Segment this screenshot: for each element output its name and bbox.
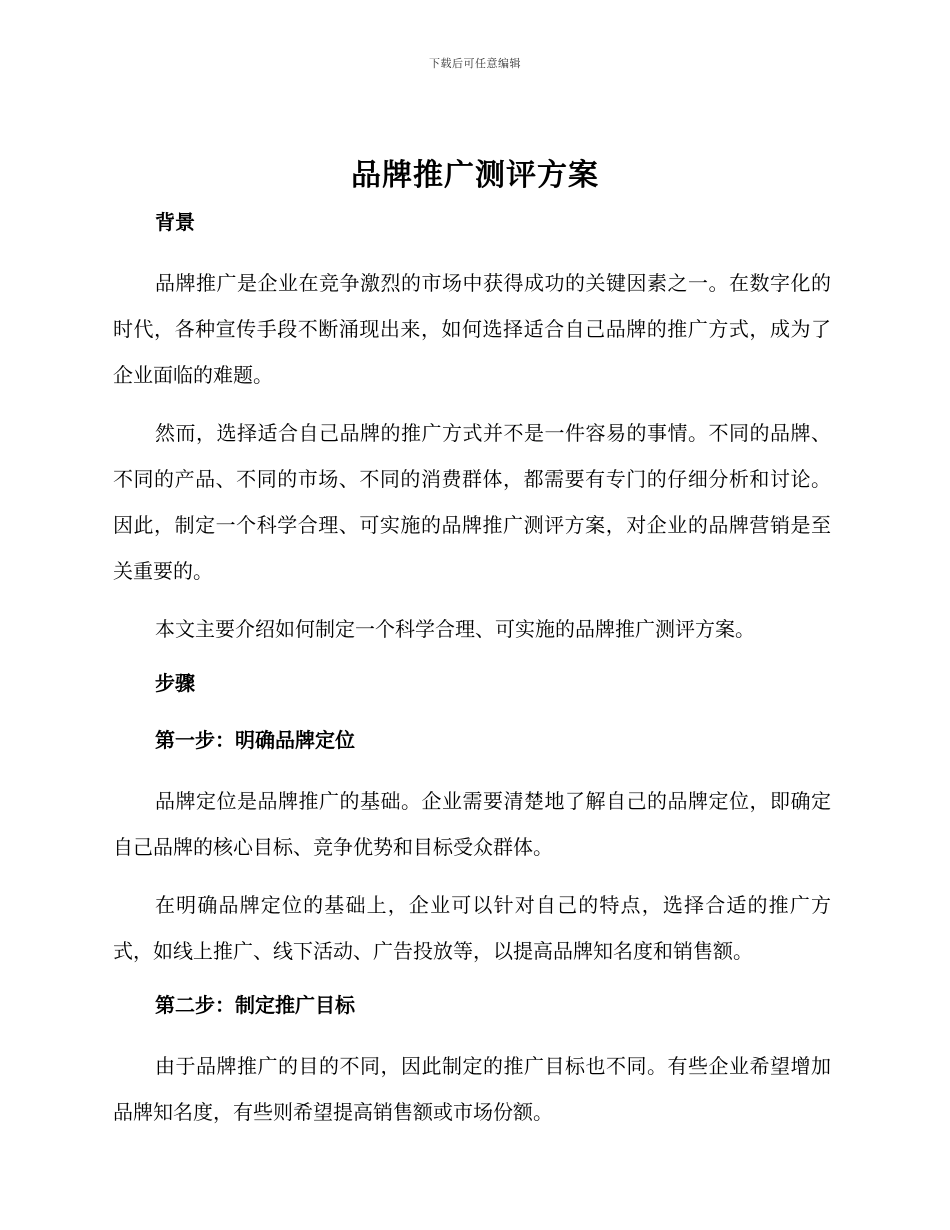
header-note: 下载后可任意编辑 (429, 57, 521, 70)
paragraph: 品牌定位是品牌推广的基础。企业需要清楚地了解自己的品牌定位，即确定自己品牌的核心目标、竞争优势和目标受众群体。 (113, 789, 831, 859)
paragraph: 由于品牌推广的目的不同，因此制定的推广目标也不同。有些企业希望增加品牌知名度，有些则希望提高销售额或市场份额。 (113, 1054, 831, 1124)
paragraph: 然而，选择适合自己品牌的推广方式并不是一件容易的事情。不同的品牌、不同的产品、不同的市场、不同的消费群体，都需要有专门的仔细分析和讨论。因此，制定一个科学合理、可实施的品牌推广测评方案，对企业的品牌营销是至关重要的。 (113, 421, 831, 583)
document-title: 品牌推广测评方案 (351, 158, 599, 193)
paragraph: 在明确品牌定位的基础上，企业可以针对自己的特点，选择合适的推广方式，如线上推广、线下活动、广告投放等，以提高品牌知名度和销售额。 (113, 893, 831, 963)
section-heading-steps: 步骤 (155, 671, 195, 695)
step-heading-1: 第一步：明确品牌定位 (155, 728, 355, 752)
paragraph: 本文主要介绍如何制定一个科学合理、可实施的品牌推广测评方案。 (155, 617, 755, 641)
section-heading-background: 背景 (155, 210, 195, 234)
paragraph: 品牌推广是企业在竞争激烈的市场中获得成功的关键因素之一。在数字化的时代，各种宣传手段不断涌现出来，如何选择适合自己品牌的推广方式，成为了企业面临的难题。 (113, 271, 831, 387)
document-body (113, 203, 831, 1147)
step-heading-2: 第二步：制定推广目标 (155, 993, 355, 1017)
